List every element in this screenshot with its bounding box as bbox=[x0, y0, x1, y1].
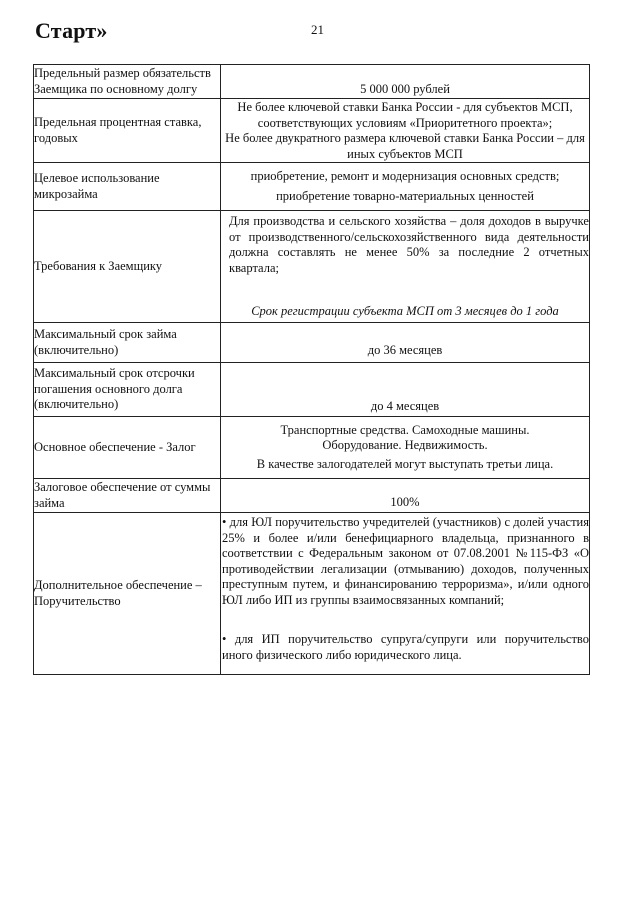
row-value bbox=[221, 323, 590, 363]
table-row bbox=[34, 363, 590, 417]
table-row bbox=[34, 417, 590, 479]
table-row bbox=[34, 323, 590, 363]
table-row bbox=[34, 99, 590, 163]
table-row bbox=[34, 479, 590, 513]
row-label: Предельная процентная ставка, годовых bbox=[34, 99, 221, 163]
value-line: • для ЮЛ поручительство учредителей (участников) с долей участия 25% и более и/или бенефициарного владельца, признанного в соответствии с Федеральным законом от 07.08.2001 №115-ФЗ «О противодействии легализации (отмыванию) доходов, полученных преступным путем, и финансированию терроризма», и/или одного ЮЛ либо ИП из группы взаимосвязанных компаний; bbox=[222, 515, 589, 607]
value-line: Срок регистрации субъекта МСП от 3 месяцев до 1 года bbox=[251, 304, 559, 318]
value-line: Транспортные средства. Самоходные машины. Оборудование. Недвижимость. bbox=[280, 422, 530, 453]
value-line: В качестве залогодателей могут выступать третьи лица. bbox=[256, 456, 554, 471]
row-label: Требования к Заемщику bbox=[34, 211, 221, 323]
table-row bbox=[34, 65, 590, 99]
row-value bbox=[221, 163, 590, 211]
value-line: Для производства и сельского хозяйства – доля доходов в выручке от производственного/сельскохозяйственного вида деятельности должна составлять не менее 50% за последние 2 отчетных квартала; bbox=[229, 214, 589, 275]
page-number: 21 bbox=[311, 22, 324, 37]
value-line: 5 000 000 рублей bbox=[360, 81, 450, 96]
table-row bbox=[34, 211, 590, 323]
value-line: до 4 месяцев bbox=[370, 398, 440, 413]
row-value bbox=[221, 479, 590, 513]
row-value bbox=[221, 417, 590, 479]
row-label: Максимальный срок займа (включительно) bbox=[34, 323, 221, 363]
table-row bbox=[34, 513, 590, 675]
document-heading: Старт» bbox=[35, 18, 108, 43]
row-value bbox=[221, 513, 590, 675]
row-value bbox=[221, 211, 590, 323]
table-row bbox=[34, 163, 590, 211]
row-label: Основное обеспечение - Залог bbox=[34, 417, 221, 479]
value-line: до 36 месяцев bbox=[367, 342, 443, 357]
row-label: Дополнительное обеспечение – Поручительство bbox=[34, 513, 221, 675]
row-label: Залоговое обеспечение от суммы займа bbox=[34, 479, 221, 513]
value-line: приобретение товарно-материальных ценностей bbox=[276, 189, 534, 203]
value-line: Не более ключевой ставки Банка России - для субъектов МСП, соответствующих условиям «Приоритетного проекта»; bbox=[237, 100, 573, 130]
row-label: Предельный размер обязательств Заемщика по основному долгу bbox=[34, 65, 221, 99]
row-value bbox=[221, 65, 590, 99]
value-line: • для ИП поручительство супруга/супруги или поручительство иного физического либо юридического лица. bbox=[222, 632, 589, 662]
value-line: 100% bbox=[390, 494, 420, 509]
value-line: приобретение, ремонт и модернизация основных средств; bbox=[250, 168, 560, 183]
row-label: Целевое использование микрозайма bbox=[34, 163, 221, 211]
row-value bbox=[221, 99, 590, 163]
row-value bbox=[221, 363, 590, 417]
loan-terms-table bbox=[33, 64, 590, 675]
row-label: Максимальный срок отсрочки погашения основного долга (включительно) bbox=[34, 363, 221, 417]
value-line: Не более двукратного размера ключевой ставки Банка России – для иных субъектов МСП bbox=[225, 131, 585, 161]
